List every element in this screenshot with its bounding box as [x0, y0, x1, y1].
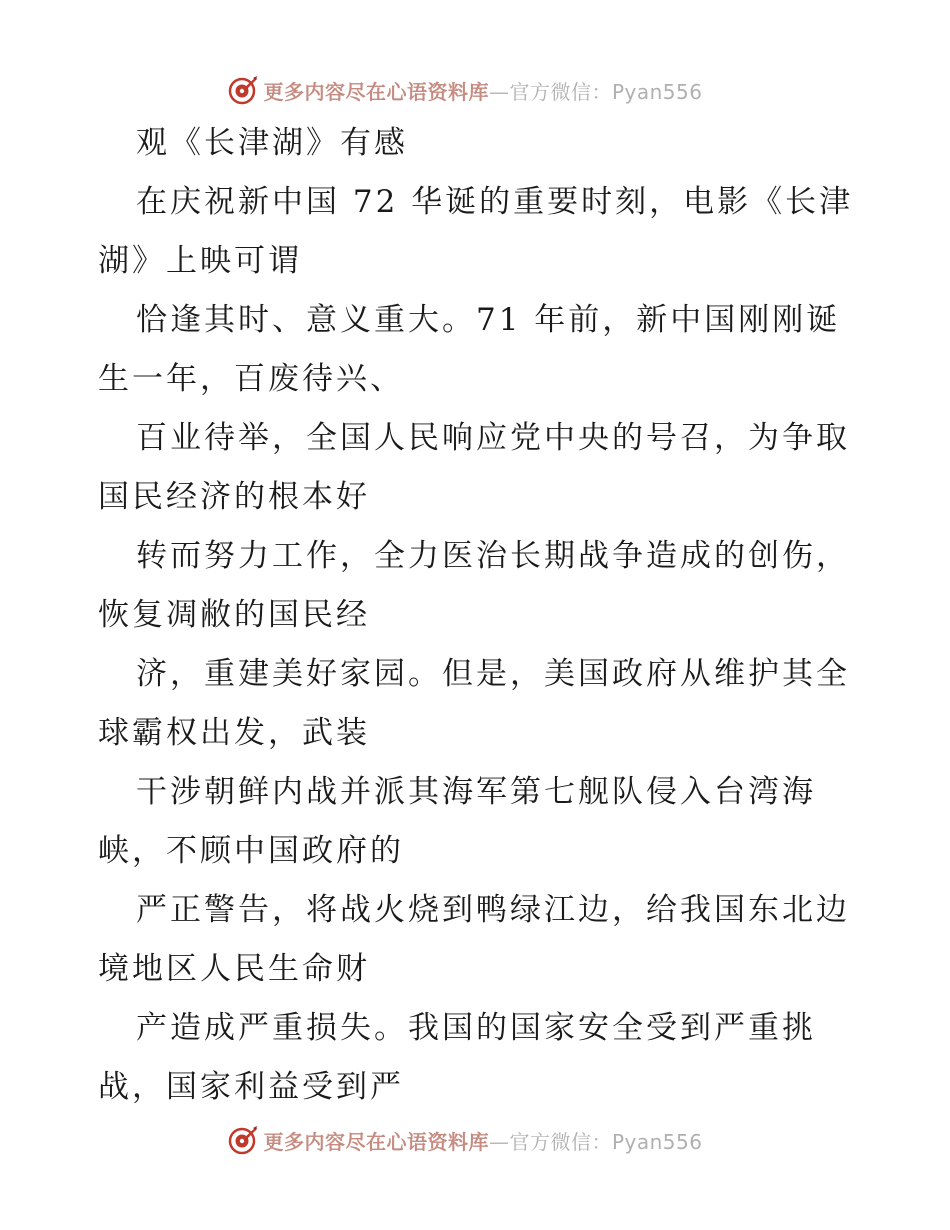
paragraph-continuation-line: 境地区人民生命财 [98, 951, 370, 987]
watermark-text [263, 1126, 702, 1155]
footer-watermark [0, 1120, 950, 1160]
paragraph-line: 百业待举，全国人民响应党中央的号召，为争取 [136, 420, 850, 456]
quill-pen-logo-icon [227, 74, 259, 106]
header-watermark [0, 70, 950, 110]
paragraph-continuation-line: 国民经济的根本好 [98, 479, 370, 515]
paragraph-continuation-line: 恢复凋敝的国民经 [98, 597, 370, 633]
watermark-text [263, 76, 702, 105]
paragraph-line: 恰逢其时、意义重大。71 年前，新中国刚刚诞 [136, 302, 841, 338]
paragraph-line: 济，重建美好家园。但是，美国政府从维护其全 [136, 656, 850, 692]
paragraph-continuation-line: 峡，不顾中国政府的 [98, 833, 404, 869]
paragraph-line: 观《长津湖》有感 [136, 125, 408, 161]
watermark-main-text: 更多内容尽在心语资料库 [263, 79, 489, 104]
paragraph-continuation-line: 球霸权出发，武装 [98, 715, 370, 751]
watermark-wechat-text: 官方微信：Pyan556 [509, 79, 703, 104]
paragraph-line: 严正警告，将战火烧到鸭绿江边，给我国东北边 [136, 892, 850, 928]
watermark-wechat-text: 官方微信：Pyan556 [509, 1129, 703, 1154]
paragraph-continuation-line: 战，国家利益受到严 [98, 1069, 404, 1105]
watermark-main-text: 更多内容尽在心语资料库 [263, 1129, 489, 1154]
document-body [98, 114, 858, 1117]
quill-pen-logo-icon [227, 1124, 259, 1156]
paragraph-continuation-line: 生一年，百废待兴、 [98, 361, 404, 397]
paragraph-line: 产造成严重损失。我国的国家安全受到严重挑 [136, 1010, 816, 1046]
paragraph-continuation-line: 湖》上映可谓 [98, 243, 302, 279]
paragraph-line: 干涉朝鲜内战并派其海军第七舰队侵入台湾海 [136, 774, 816, 810]
watermark-separator: — [488, 79, 510, 104]
paragraph-line: 转而努力工作，全力医治长期战争造成的创伤， [136, 538, 850, 574]
paragraph-line: 在庆祝新中国 72 华诞的重要时刻，电影《长津 [136, 184, 854, 220]
watermark-separator: — [488, 1129, 510, 1154]
